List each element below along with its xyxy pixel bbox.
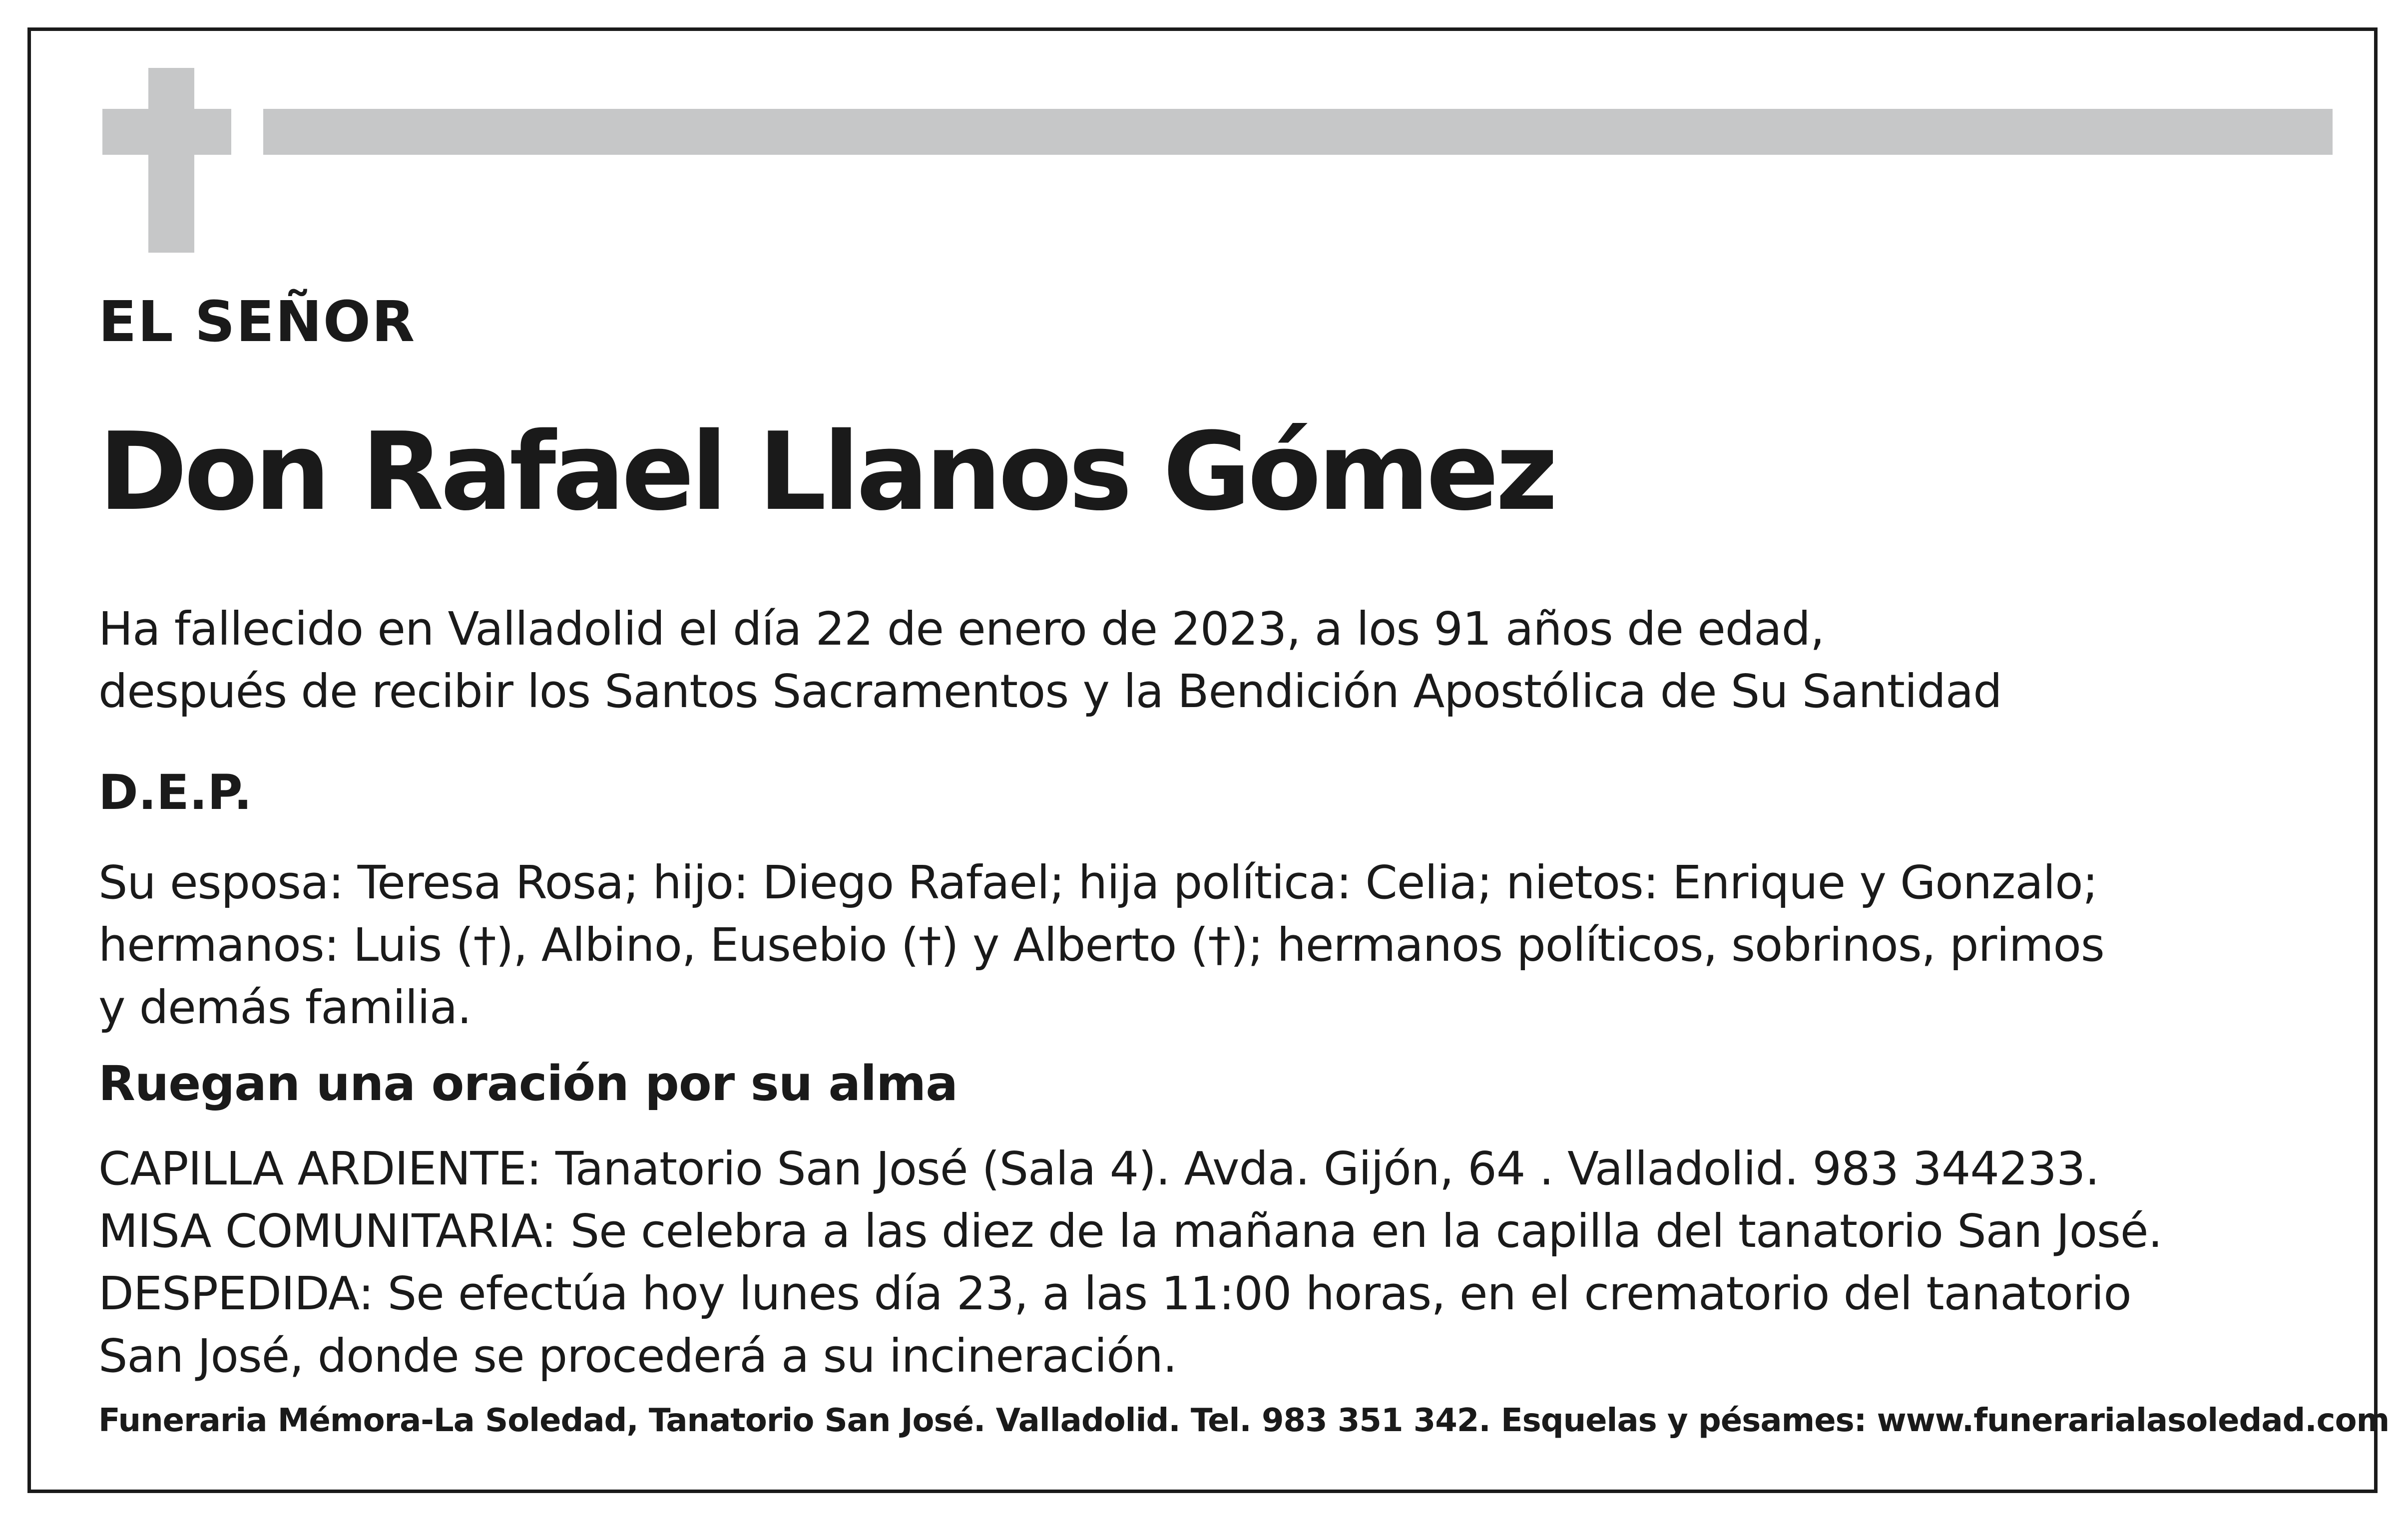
cross-icon-arm — [102, 109, 231, 155]
service-line: DESPEDIDA: Se efectúa hoy lunes día 23, a las 11:00 horas, en el crematorio del tanatorio — [98, 1267, 2131, 1320]
funeral-home-footer: Funeraria Mémora-La Soledad, Tanatorio San José. Valladolid. Tel. 983 351 342. Esquelas y pésames: www.funerarialasoledad.com — [98, 1402, 2390, 1439]
family-line: Su esposa: Teresa Rosa; hijo: Diego Rafael; hija política: Celia; nietos: Enrique y Gonzalo; — [98, 856, 2098, 909]
cross-icon — [148, 68, 194, 253]
title-prefix: EL SEÑOR — [98, 290, 416, 355]
family-line: y demás familia. — [98, 981, 472, 1034]
service-line: CAPILLA ARDIENTE: Tanatorio San José (Sala 4). Avda. Gijón, 64 . Valladolid. 983 344233. — [98, 1142, 2099, 1195]
header-divider-bar — [263, 109, 2333, 155]
family-line: hermanos: Luis (†), Albino, Eusebio (†) y Alberto (†); hermanos políticos, sobrinos, primos — [98, 918, 2104, 972]
prayer-request: Ruegan una oración por su alma — [98, 1056, 958, 1112]
service-line: San José, donde se procederá a su incineración. — [98, 1329, 1177, 1383]
dep-label: D.E.P. — [98, 764, 252, 820]
deceased-name: Don Rafael Llanos Gómez — [98, 409, 1555, 534]
death-line: Ha fallecido en Valladolid el día 22 de enero de 2023, a los 91 años de edad, — [98, 602, 1825, 656]
death-line: después de recibir los Santos Sacramentos y la Bendición Apostólica de Su Santidad — [98, 665, 2002, 718]
service-line: MISA COMUNITARIA: Se celebra a las diez de la mañana en la capilla del tanatorio San José. — [98, 1204, 2162, 1258]
